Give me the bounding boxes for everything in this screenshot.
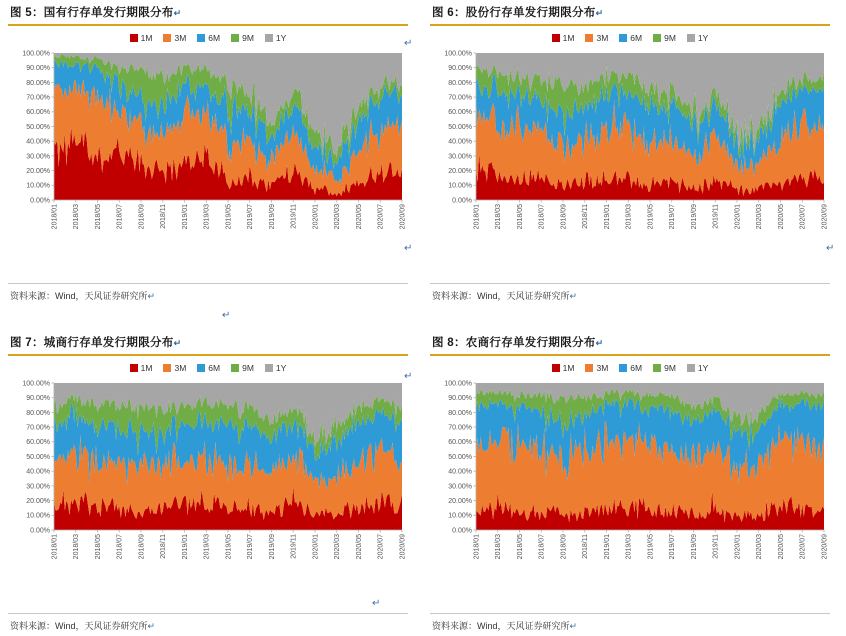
paragraph-mark: ↵ [404, 38, 413, 49]
svg-text:50.00%: 50.00% [26, 123, 50, 131]
svg-text:20.00%: 20.00% [448, 168, 472, 175]
svg-text:70.00%: 70.00% [26, 424, 50, 432]
legend-label-1m: 1M [140, 363, 153, 373]
svg-text:2018/09: 2018/09 [560, 534, 568, 560]
legend-label-1m: 1M [562, 33, 575, 43]
svg-text:2020/07: 2020/07 [377, 204, 385, 230]
svg-text:60.00%: 60.00% [448, 439, 472, 447]
legend-item-9m [653, 363, 676, 373]
svg-text:2019/09: 2019/09 [268, 534, 276, 560]
svg-text:2019/09: 2019/09 [268, 204, 276, 230]
svg-text:2020/07: 2020/07 [799, 204, 807, 230]
legend-label-6m: 6M [208, 363, 221, 373]
pilcrow-mark: ↵ [147, 291, 156, 301]
svg-text:2019/11: 2019/11 [712, 204, 720, 229]
svg-text:2019/11: 2019/11 [712, 534, 720, 559]
paragraph-mark: ↵ [404, 371, 413, 382]
title-divider [8, 354, 408, 356]
paragraph-mark: ↵ [372, 598, 381, 609]
legend-item-3m [585, 363, 608, 373]
legend-label-6m: 6M [630, 363, 643, 373]
svg-text:30.00%: 30.00% [448, 483, 472, 491]
legend-item-9m [653, 33, 676, 43]
source-note-fig5 [8, 283, 408, 302]
svg-text:40.00%: 40.00% [448, 468, 472, 476]
pilcrow-mark: ↵ [569, 621, 578, 631]
fig7-title-text: 图 7：城商行存单发行期限分布 [10, 337, 174, 349]
svg-text:2020/05: 2020/05 [777, 204, 785, 230]
legend-fig6 [430, 33, 830, 43]
pilcrow-mark: ↵ [595, 338, 604, 348]
pilcrow-mark: ↵ [173, 8, 182, 18]
svg-text:100.00%: 100.00% [444, 50, 472, 58]
legend-swatch-icon-1y [265, 34, 273, 42]
svg-text:70.00%: 70.00% [26, 94, 50, 102]
fig8-title-text: 图 8：农商行存单发行期限分布 [432, 337, 596, 349]
svg-text:2020/09: 2020/09 [821, 534, 829, 560]
plot-area-fig6 [430, 47, 830, 252]
svg-text:50.00%: 50.00% [448, 123, 472, 131]
legend-label-9m: 9M [242, 33, 254, 43]
svg-text:2020/03: 2020/03 [756, 204, 764, 230]
paragraph-mark: ↵ [826, 243, 835, 254]
svg-text:2018/07: 2018/07 [116, 534, 124, 560]
legend-swatch-icon-3m [163, 364, 171, 372]
legend-swatch-icon-9m [653, 34, 661, 42]
source-text-fig5: 资料来源：Wind，天风证券研究所 [10, 291, 148, 301]
svg-text:10.00%: 10.00% [26, 182, 50, 190]
svg-text:70.00%: 70.00% [448, 94, 472, 102]
svg-text:40.00%: 40.00% [26, 138, 50, 146]
legend-label-9m: 9M [242, 363, 254, 373]
svg-text:90.00%: 90.00% [448, 395, 472, 403]
svg-text:2018/03: 2018/03 [73, 534, 81, 560]
svg-text:2020/01: 2020/01 [734, 534, 742, 560]
svg-text:2019/11: 2019/11 [290, 534, 298, 559]
legend-item-6m [197, 33, 220, 43]
legend-item-3m [163, 363, 186, 373]
svg-text:2019/01: 2019/01 [603, 534, 611, 560]
source-note-fig6 [430, 283, 830, 302]
paragraph-mark: ↵ [222, 310, 231, 321]
svg-text:2020/01: 2020/01 [734, 204, 742, 230]
legend-label-3m: 3M [596, 33, 609, 43]
svg-text:2019/11: 2019/11 [290, 204, 298, 229]
svg-text:2019/07: 2019/07 [669, 534, 677, 560]
legend-fig7 [8, 363, 408, 373]
svg-text:2019/03: 2019/03 [203, 534, 211, 560]
legend-swatch-icon-1m [552, 34, 560, 42]
legend-swatch-icon-1y [687, 364, 695, 372]
svg-text:2020/09: 2020/09 [399, 534, 407, 560]
svg-text:2018/09: 2018/09 [138, 204, 146, 230]
svg-text:0.00%: 0.00% [30, 197, 50, 205]
svg-text:2018/03: 2018/03 [495, 534, 503, 560]
page-title-fig6 [430, 4, 830, 20]
fig6-title-text: 图 6：股份行存单发行期限分布 [432, 7, 596, 19]
svg-text:2018/01: 2018/01 [51, 204, 59, 230]
svg-text:2018/09: 2018/09 [138, 534, 146, 560]
svg-text:2018/11: 2018/11 [160, 534, 168, 559]
page-title-fig8 [430, 334, 830, 350]
svg-text:2020/09: 2020/09 [399, 204, 407, 230]
plot-area-fig5 [8, 47, 408, 252]
svg-text:2020/03: 2020/03 [334, 534, 342, 560]
source-text-fig8: 资料来源：Wind，天风证券研究所 [432, 621, 570, 631]
svg-text:30.00%: 30.00% [26, 153, 50, 161]
paragraph-mark: ↵ [404, 243, 413, 254]
svg-text:90.00%: 90.00% [26, 395, 50, 403]
source-text-fig7: 资料来源：Wind，天风证券研究所 [10, 621, 148, 631]
svg-text:90.00%: 90.00% [448, 65, 472, 73]
svg-text:2020/03: 2020/03 [334, 204, 342, 230]
chart-panel-fig7 [8, 334, 408, 634]
stacked-area-chart-fig6 [430, 47, 830, 252]
svg-text:80.00%: 80.00% [448, 79, 472, 87]
svg-text:70.00%: 70.00% [448, 424, 472, 432]
svg-text:2018/01: 2018/01 [473, 204, 481, 230]
svg-text:2018/09: 2018/09 [560, 204, 568, 230]
svg-text:2018/03: 2018/03 [495, 204, 503, 230]
svg-text:100.00%: 100.00% [444, 380, 472, 388]
page-title-fig7 [8, 334, 408, 350]
svg-text:30.00%: 30.00% [448, 153, 472, 161]
legend-swatch-icon-6m [197, 364, 205, 372]
svg-text:100.00%: 100.00% [22, 50, 50, 58]
legend-item-6m [619, 33, 642, 43]
svg-text:2018/05: 2018/05 [516, 204, 524, 230]
svg-text:60.00%: 60.00% [448, 109, 472, 117]
svg-text:2019/05: 2019/05 [647, 204, 655, 230]
svg-text:2018/01: 2018/01 [473, 534, 481, 560]
legend-swatch-icon-9m [231, 364, 239, 372]
svg-text:2019/09: 2019/09 [690, 534, 698, 560]
legend-label-9m: 9M [664, 363, 676, 373]
source-note-fig8 [430, 613, 830, 632]
legend-label-1m: 1M [562, 363, 575, 373]
pilcrow-mark: ↵ [595, 8, 604, 18]
svg-text:2018/07: 2018/07 [538, 534, 546, 560]
svg-text:20.00%: 20.00% [26, 168, 50, 175]
svg-text:10.00%: 10.00% [448, 182, 472, 190]
svg-text:2018/01: 2018/01 [51, 534, 59, 560]
svg-text:2020/07: 2020/07 [799, 534, 807, 560]
svg-text:50.00%: 50.00% [26, 453, 50, 461]
page-title-fig5 [8, 4, 408, 20]
svg-text:2020/05: 2020/05 [355, 534, 363, 560]
svg-text:2019/01: 2019/01 [181, 204, 189, 230]
legend-item-1y [265, 363, 286, 373]
legend-item-6m [197, 363, 220, 373]
svg-text:2018/07: 2018/07 [538, 204, 546, 230]
legend-label-6m: 6M [630, 33, 643, 43]
svg-text:2019/01: 2019/01 [603, 204, 611, 230]
svg-text:2018/03: 2018/03 [73, 204, 81, 230]
svg-text:100.00%: 100.00% [22, 380, 50, 388]
legend-item-3m [163, 33, 186, 43]
svg-text:0.00%: 0.00% [30, 527, 50, 535]
svg-text:60.00%: 60.00% [26, 439, 50, 447]
svg-text:2018/05: 2018/05 [94, 204, 102, 230]
legend-swatch-icon-1y [687, 34, 695, 42]
svg-text:2019/05: 2019/05 [647, 534, 655, 560]
svg-text:2019/09: 2019/09 [690, 204, 698, 230]
legend-swatch-icon-1m [130, 34, 138, 42]
legend-item-1y [687, 33, 708, 43]
stacked-area-chart-fig8 [430, 377, 830, 582]
svg-text:90.00%: 90.00% [26, 65, 50, 73]
svg-text:80.00%: 80.00% [26, 409, 50, 417]
source-text-fig6: 资料来源：Wind，天风证券研究所 [432, 291, 570, 301]
svg-text:2019/03: 2019/03 [625, 534, 633, 560]
legend-swatch-icon-6m [619, 34, 627, 42]
chart-panel-fig5 [8, 4, 408, 304]
svg-text:2019/07: 2019/07 [669, 204, 677, 230]
legend-item-9m [231, 363, 254, 373]
legend-label-1y: 1Y [275, 33, 287, 43]
legend-item-1m [130, 33, 153, 43]
legend-label-1y: 1Y [697, 33, 709, 43]
svg-text:20.00%: 20.00% [448, 498, 472, 505]
legend-item-9m [231, 33, 254, 43]
svg-text:40.00%: 40.00% [448, 138, 472, 146]
svg-text:2019/07: 2019/07 [247, 204, 255, 230]
pilcrow-mark: ↵ [569, 291, 578, 301]
svg-text:2020/01: 2020/01 [312, 204, 320, 230]
svg-text:2020/05: 2020/05 [777, 534, 785, 560]
legend-item-6m [619, 363, 642, 373]
title-divider [8, 24, 408, 26]
plot-area-fig7 [8, 377, 408, 582]
pilcrow-mark: ↵ [173, 338, 182, 348]
legend-label-3m: 3M [174, 363, 187, 373]
svg-text:10.00%: 10.00% [448, 512, 472, 520]
chart-panel-fig8 [430, 334, 830, 634]
svg-text:0.00%: 0.00% [452, 527, 472, 535]
svg-text:20.00%: 20.00% [26, 498, 50, 505]
legend-item-3m [585, 33, 608, 43]
legend-swatch-icon-1y [265, 364, 273, 372]
legend-swatch-icon-3m [585, 34, 593, 42]
svg-text:50.00%: 50.00% [448, 453, 472, 461]
svg-text:2020/09: 2020/09 [821, 204, 829, 230]
svg-text:2019/05: 2019/05 [225, 204, 233, 230]
svg-text:2018/11: 2018/11 [160, 204, 168, 229]
source-note-fig7 [8, 613, 408, 632]
fig5-title-text: 图 5：国有行存单发行期限分布 [10, 7, 174, 19]
svg-text:2020/01: 2020/01 [312, 534, 320, 560]
svg-text:2019/03: 2019/03 [203, 204, 211, 230]
svg-text:2018/07: 2018/07 [116, 204, 124, 230]
svg-text:60.00%: 60.00% [26, 109, 50, 117]
legend-item-1y [687, 363, 708, 373]
legend-label-6m: 6M [208, 33, 221, 43]
title-divider [430, 354, 830, 356]
svg-text:10.00%: 10.00% [26, 512, 50, 520]
legend-item-1m [552, 33, 575, 43]
stacked-area-chart-fig5 [8, 47, 408, 252]
svg-text:2020/03: 2020/03 [756, 534, 764, 560]
svg-text:2018/05: 2018/05 [516, 534, 524, 560]
legend-label-1y: 1Y [697, 363, 709, 373]
svg-text:2019/01: 2019/01 [181, 534, 189, 560]
svg-text:2018/05: 2018/05 [94, 534, 102, 560]
svg-text:80.00%: 80.00% [26, 79, 50, 87]
legend-fig8 [430, 363, 830, 373]
legend-swatch-icon-6m [619, 364, 627, 372]
legend-swatch-icon-1m [130, 364, 138, 372]
svg-text:2019/03: 2019/03 [625, 204, 633, 230]
svg-text:2018/11: 2018/11 [582, 204, 590, 229]
svg-text:30.00%: 30.00% [26, 483, 50, 491]
legend-label-3m: 3M [174, 33, 187, 43]
legend-swatch-icon-9m [231, 34, 239, 42]
legend-label-1y: 1Y [275, 363, 287, 373]
svg-text:2020/07: 2020/07 [377, 534, 385, 560]
svg-text:2018/11: 2018/11 [582, 534, 590, 559]
legend-swatch-icon-3m [163, 34, 171, 42]
svg-text:40.00%: 40.00% [26, 468, 50, 476]
legend-fig5 [8, 33, 408, 43]
legend-swatch-icon-6m [197, 34, 205, 42]
svg-text:2020/05: 2020/05 [355, 204, 363, 230]
svg-text:80.00%: 80.00% [448, 409, 472, 417]
svg-text:2019/07: 2019/07 [247, 534, 255, 560]
chart-panel-fig6 [430, 4, 830, 304]
legend-label-9m: 9M [664, 33, 676, 43]
legend-label-3m: 3M [596, 363, 609, 373]
pilcrow-mark: ↵ [147, 621, 156, 631]
plot-area-fig8 [430, 377, 830, 582]
legend-label-1m: 1M [140, 33, 153, 43]
legend-swatch-icon-9m [653, 364, 661, 372]
legend-swatch-icon-3m [585, 364, 593, 372]
legend-item-1y [265, 33, 286, 43]
title-divider [430, 24, 830, 26]
legend-item-1m [130, 363, 153, 373]
stacked-area-chart-fig7 [8, 377, 408, 582]
legend-item-1m [552, 363, 575, 373]
svg-text:0.00%: 0.00% [452, 197, 472, 205]
legend-swatch-icon-1m [552, 364, 560, 372]
svg-text:2019/05: 2019/05 [225, 534, 233, 560]
